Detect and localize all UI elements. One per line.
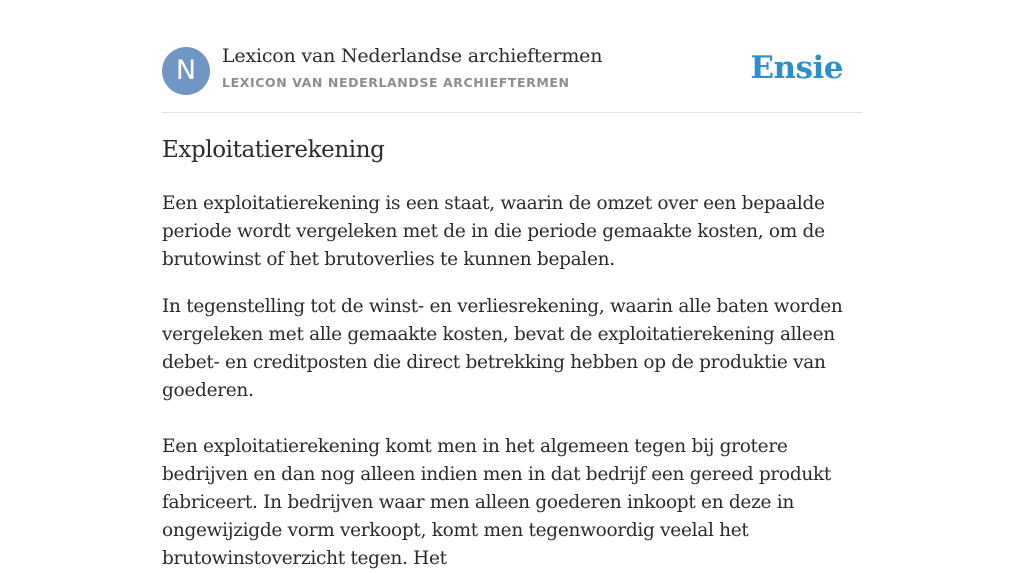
article-paragraph: In tegenstelling tot de winst- en verliesrekening, waarin alle baten worden vergeleken met alle gemaakte kosten, bevat de exploitatierekening alleen debet- en creditposten die direct betrekking hebben op de produktie van goederen. [162, 296, 843, 401]
site-title[interactable]: Lexicon van Nederlandse archieftermen [222, 45, 603, 67]
header [162, 0, 862, 113]
article-paragraph: Een exploitatierekening komt men in het algemeen tegen bij grotere bedrijven en dan nog alleen indien men in dat bedrijf een gereed produkt fabriceert. In bedrijven waar men alleen goederen inkoopt en deze in ongewijzigde vorm verkoopt, komt men tegenwoordig veelal het brutowinstoverzicht tegen. Het [162, 436, 832, 569]
avatar[interactable]: N [162, 47, 210, 95]
ensie-logo[interactable]: Ensie [750, 50, 843, 86]
content-container [162, 0, 862, 569]
site-subtitle[interactable]: LEXICON VAN NEDERLANDSE ARCHIEFTERMEN [222, 75, 570, 90]
article-title: Exploitatierekening [162, 137, 385, 163]
article-paragraph: Een exploitatierekening is een staat, waarin de omzet over een bepaalde periode wordt vergeleken met de in die periode gemaakte kosten, om de brutowinst of het brutoverlies te kunnen bepalen. [162, 193, 825, 270]
article-body [162, 190, 862, 573]
